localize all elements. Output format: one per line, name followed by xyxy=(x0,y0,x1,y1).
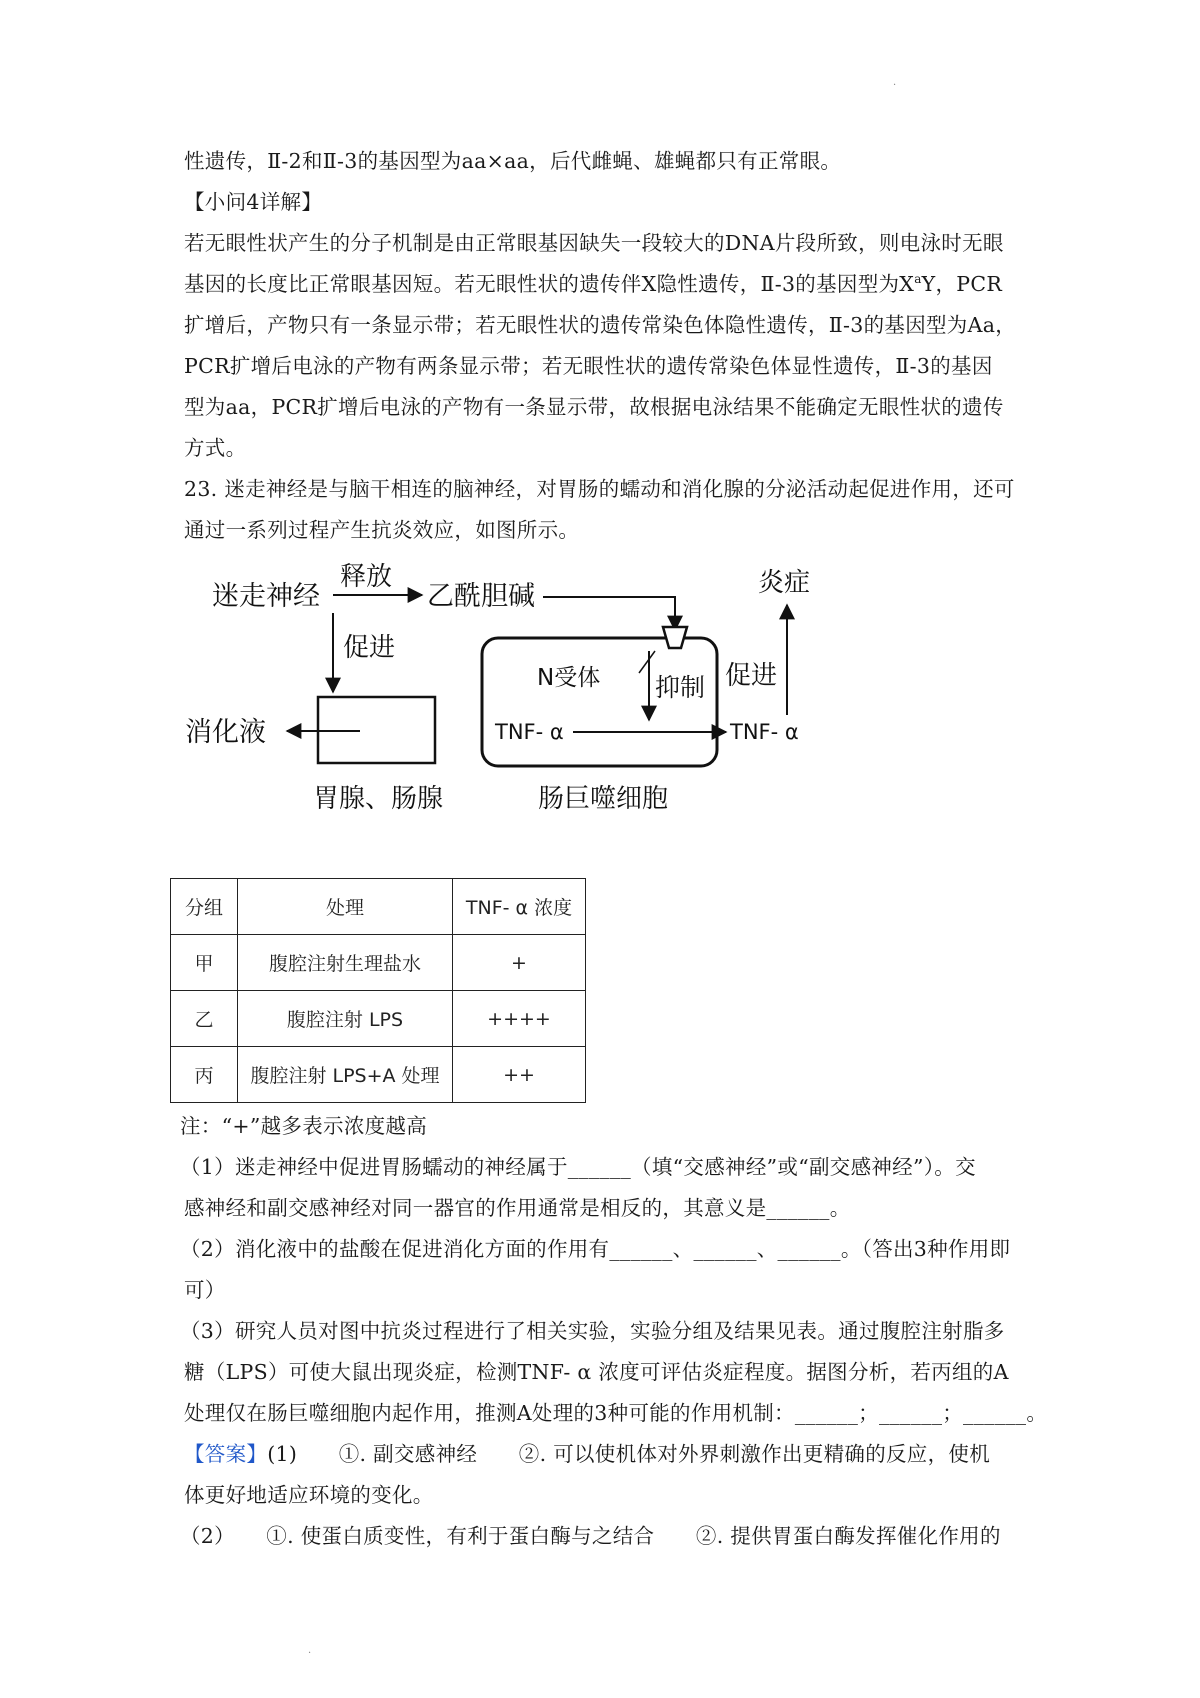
question-3-line: 处理仅在肠巨噬细胞内起作用，推测A处理的3种可能的作用机制：______；______；______。 xyxy=(184,1401,1048,1425)
text-line xyxy=(184,264,1024,305)
question-3-line: （3）研究人员对图中抗炎过程进行了相关实验，实验分组及结果见表。通过腹腔注射脂多 xyxy=(180,1319,1005,1343)
answer-tag: 【答案】 xyxy=(184,1442,268,1466)
answer-line xyxy=(184,1434,1024,1475)
question-2-line: 可） xyxy=(184,1278,226,1302)
label-vagus-nerve: 迷走神经 xyxy=(212,581,320,612)
question-2-line: （2）消化液中的盐酸在促进消化方面的作用有______、______、______。（答出3种作用即 xyxy=(180,1237,1011,1261)
cell-treatment: 腹腔注射 LPS xyxy=(238,991,453,1047)
text-segment: Y，PCR xyxy=(921,272,1003,296)
label-promote-inflammation: 促进 xyxy=(725,661,778,691)
n-receptor-shape xyxy=(663,627,687,648)
table-note: 注：“+”越多表示浓度越高 xyxy=(180,1114,428,1138)
text-line: PCR扩增后电泳的产物有两条显示带；若无眼性状的遗传常染色体显性遗传，Ⅱ-3的基因 xyxy=(184,354,993,378)
text-segment: 基因的长度比正常眼基因短。若无眼性状的遗传伴X隐性遗传，Ⅱ-3的基因型为X xyxy=(184,272,915,296)
answer-line: （2） ①. 使蛋白质变性，有利于蛋白酶与之结合 ②. 提供胃蛋白酶发挥催化作用的 xyxy=(180,1524,1001,1548)
arrow-ach-to-receptor xyxy=(543,597,675,630)
label-n-receptor: N受体 xyxy=(537,665,601,691)
label-digestive-juice: 消化液 xyxy=(185,717,266,748)
question-1-line: 感神经和副交感神经对同一器官的作用通常是相反的，其意义是______。 xyxy=(184,1196,851,1220)
label-tnf-alpha-outside: TNF- α xyxy=(730,720,799,744)
vagus-nerve-diagram xyxy=(185,555,885,835)
cell-treatment: 腹腔注射 LPS+A 处理 xyxy=(238,1047,453,1103)
label-gastric-intestinal-glands: 胃腺、肠腺 xyxy=(313,784,444,814)
bottom-dot: · xyxy=(308,1648,312,1659)
label-tnf-alpha-inside: TNF- α xyxy=(495,720,564,744)
cell-concentration: + xyxy=(453,935,586,991)
text-line: 通过一系列过程产生抗炎效应，如图所示。 xyxy=(184,518,580,542)
cell-group: 乙 xyxy=(171,991,238,1047)
cell-group: 丙 xyxy=(171,1047,238,1103)
header-group: 分组 xyxy=(171,879,238,935)
table-header-row xyxy=(171,879,586,935)
label-acetylcholine: 乙酰胆碱 xyxy=(427,581,535,612)
cell-treatment: 腹腔注射生理盐水 xyxy=(238,935,453,991)
question-stem: 23. 迷走神经是与脑干相连的脑神经，对胃肠的蠕动和消化腺的分泌活动起促进作用，还可 xyxy=(184,477,1015,501)
header-treatment: 处理 xyxy=(238,879,453,935)
section-heading: 【小问4详解】 xyxy=(184,190,323,214)
pointer-n-receptor xyxy=(639,651,655,673)
text-line: 性遗传，Ⅱ-2和Ⅱ-3的基因型为aa×aa，后代雌蝇、雄蝇都只有正常眼。 xyxy=(184,149,842,173)
cell-group: 甲 xyxy=(171,935,238,991)
text-line: 若无眼性状产生的分子机制是由正常眼基因缺失一段较大的DNA片段所致，则电泳时无眼 xyxy=(184,231,1004,255)
question-3-line: 糖（LPS）可使大鼠出现炎症，检测TNF- α 浓度可评估炎症程度。据图分析，若丙组的A xyxy=(184,1360,1009,1384)
header-tnf-concentration: TNF- α 浓度 xyxy=(453,879,586,935)
text-line: 扩增后，产物只有一条显示带；若无眼性状的遗传常染色体隐性遗传，Ⅱ-3的基因型为Aa， xyxy=(184,313,1017,337)
cell-concentration: ++ xyxy=(453,1047,586,1103)
answer-line: 体更好地适应环境的变化。 xyxy=(184,1483,434,1507)
label-intestinal-macrophage: 肠巨噬细胞 xyxy=(538,784,669,814)
superscript: a xyxy=(914,272,922,287)
question-1-line: （1）迷走神经中促进胃肠蠕动的神经属于______（填“交感神经”或“副交感神经”）。交 xyxy=(180,1155,976,1179)
answer-text: (1) ①. 副交感神经 ②. 可以使机体对外界刺激作出更精确的反应，使机 xyxy=(267,1442,991,1466)
label-promote-glands: 促进 xyxy=(343,633,396,663)
label-inflammation: 炎症 xyxy=(758,568,811,598)
table-row xyxy=(171,1047,586,1103)
cell-concentration: ++++ xyxy=(453,991,586,1047)
table-row xyxy=(171,991,586,1047)
experiment-table xyxy=(170,878,586,1103)
macrophage-cell xyxy=(482,638,717,766)
text-line: 方式。 xyxy=(184,436,247,460)
table-row xyxy=(171,935,586,991)
text-line: 型为aa，PCR扩增后电泳的产物有一条显示带，故根据电泳结果不能确定无眼性状的遗传 xyxy=(184,395,1004,419)
corner-dot: · xyxy=(893,80,897,91)
label-inhibit: 抑制 xyxy=(655,673,706,702)
label-release: 释放 xyxy=(340,562,393,592)
